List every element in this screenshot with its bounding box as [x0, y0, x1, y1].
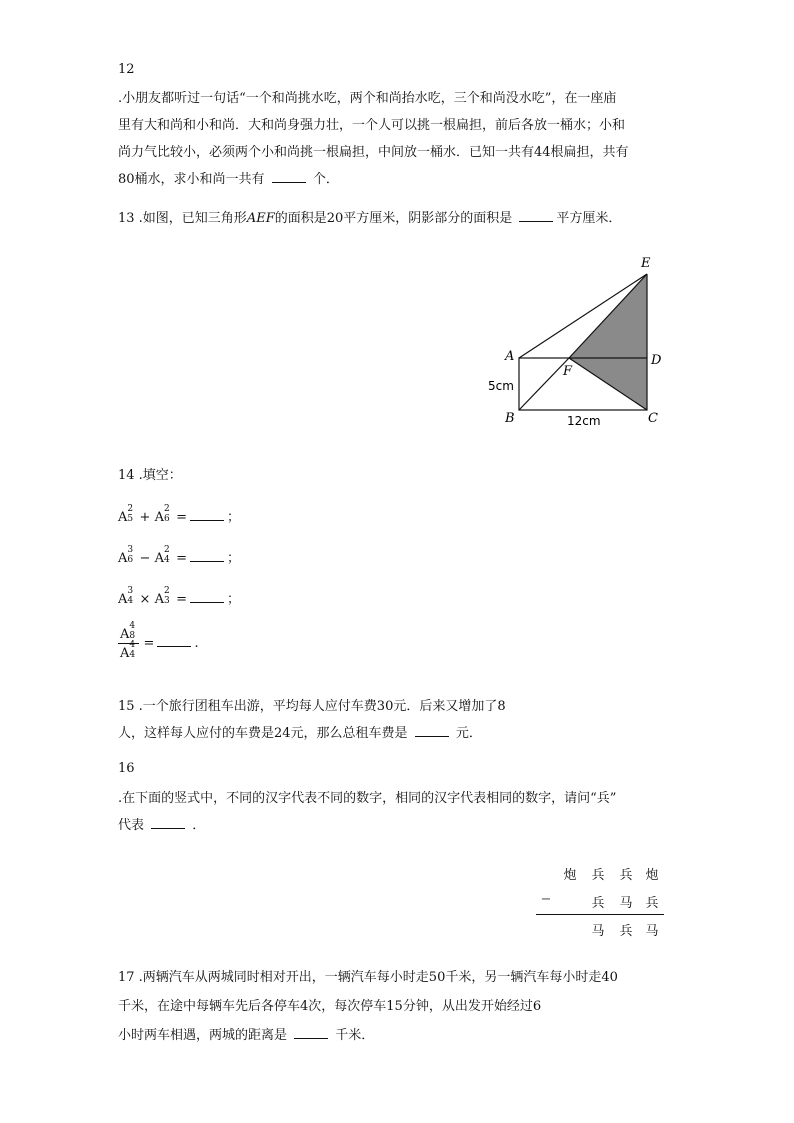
equals: =: [176, 592, 188, 607]
end-mark: .: [194, 636, 199, 651]
operator: ×: [139, 592, 151, 607]
q13-text-c: 平方厘米．: [556, 211, 622, 226]
digit: 兵: [591, 868, 605, 883]
q16-line2: [118, 814, 205, 833]
sup: 2: [163, 545, 170, 555]
minus-sign: −: [540, 892, 552, 907]
q17-line1: 17 .两辆汽车从两城同时相对开出，一辆汽车每小时走50千米，另一辆汽车每小时走40: [118, 970, 618, 985]
q13-text-b: 的面积是20平方厘米，阴影部分的面积是: [274, 211, 513, 226]
operator: +: [139, 510, 151, 525]
line-bf: [519, 358, 569, 410]
q14-expression-2: [118, 547, 240, 566]
difference-row: [536, 920, 666, 938]
sup: 3: [127, 545, 134, 555]
digit: 炮: [645, 868, 659, 883]
q15-answer-blank[interactable]: [415, 725, 449, 737]
label-base-length: 12cm: [567, 414, 601, 428]
q12-line4-text: 80桶水，求小和尚一共有: [118, 172, 265, 187]
q13-question: [118, 207, 621, 226]
subtrahend-row: [536, 892, 666, 910]
label-f: F: [563, 364, 573, 379]
q15-line2-end: 元．: [455, 726, 482, 741]
sup: 4: [129, 621, 136, 631]
q13-answer-blank[interactable]: [519, 210, 553, 222]
denominator: [118, 640, 139, 661]
sub: 6: [127, 555, 134, 565]
perm-symbol: A: [120, 627, 130, 642]
label-e: E: [641, 256, 651, 271]
digit: 兵: [619, 868, 633, 883]
sup: 3: [127, 586, 134, 596]
end-mark: ；: [227, 551, 241, 566]
perm-symbol: A: [154, 592, 164, 607]
perm-symbol: A: [118, 551, 128, 566]
q16-number: 16: [118, 761, 135, 776]
label-b: B: [505, 411, 515, 426]
q12-line4-end: 个．: [312, 172, 339, 187]
q17-line2: 千米，在途中每辆车先后各停车4次，每次停车15分钟，从出发开始经过6: [118, 999, 542, 1014]
q12-line2: 里有大和尚和小和尚．大和尚身强力壮，一个人可以挑一根扁担，前后各放一桶水；小和: [118, 118, 626, 133]
sup: 2: [163, 504, 170, 514]
sub: 6: [163, 514, 170, 524]
q17-line3-text: 小时两车相遇，两城的距离是: [118, 1028, 288, 1043]
subtraction-rule: [536, 914, 664, 915]
q16-line2-end: ．: [192, 818, 206, 833]
equals: =: [176, 510, 188, 525]
q14-expression-1: [118, 506, 240, 525]
q14-blank-4[interactable]: [157, 635, 191, 647]
sub: 8: [129, 631, 136, 641]
label-a: A: [505, 349, 515, 364]
sub: 4: [163, 555, 170, 565]
q12-line1: .小朋友都听过一句话“一个和尚挑水吃，两个和尚抬水吃，三个和尚没水吃”，在一座庙: [118, 91, 617, 106]
operator: −: [139, 551, 151, 566]
digit: 马: [591, 924, 605, 939]
digit: 兵: [645, 896, 659, 911]
q12-number: 12: [118, 62, 135, 77]
q13-var: AEF: [246, 211, 275, 226]
perm-symbol: A: [154, 551, 164, 566]
perm-symbol: A: [118, 510, 128, 525]
digit: 兵: [619, 924, 633, 939]
equals: =: [176, 551, 188, 566]
q16-line1: .在下面的竖式中，不同的汉字代表不同的数字，相同的汉字代表相同的数字，请问“兵”: [118, 791, 617, 806]
sup: 4: [129, 640, 136, 650]
digit: 兵: [591, 896, 605, 911]
sub: 4: [127, 596, 134, 606]
q15-line2-text: 人，这样每人应付的车费是24元，那么总租车费是: [118, 726, 408, 741]
q17-line3: [118, 1024, 374, 1043]
q13-text-a: 13 .如图，已知三角形: [118, 211, 247, 226]
q14-expression-4: [118, 621, 199, 661]
sup: 2: [163, 586, 170, 596]
q14-title: 14 .填空：: [118, 468, 182, 483]
perm-symbol: A: [118, 592, 128, 607]
sub: 3: [163, 596, 170, 606]
q15-line1: 15 .一个旅行团租车出游，平均每人应付车费30元．后来又增加了8: [118, 699, 506, 714]
q16-line2-text: 代表: [118, 818, 145, 833]
label-side-length: 5cm: [488, 379, 514, 393]
label-d: D: [651, 353, 662, 368]
q14-expression-3: [118, 588, 240, 607]
digit: 马: [619, 896, 633, 911]
q14-blank-3[interactable]: [190, 591, 224, 603]
vertical-subtraction: [536, 864, 666, 944]
fraction: [118, 621, 139, 661]
sup: 2: [127, 504, 134, 514]
digit: 炮: [563, 868, 577, 883]
label-c: C: [648, 411, 658, 426]
end-mark: ；: [227, 592, 241, 607]
q14-blank-1[interactable]: [190, 509, 224, 521]
perm-symbol: A: [154, 510, 164, 525]
end-mark: ；: [227, 510, 241, 525]
sub: 5: [127, 514, 134, 524]
q17-line3-end: 千米．: [335, 1028, 375, 1043]
q12-line4: [118, 168, 339, 187]
q16-answer-blank[interactable]: [151, 817, 185, 829]
q13-figure: [480, 250, 680, 435]
sub: 4: [129, 650, 136, 660]
perm-symbol: A: [120, 646, 130, 661]
q12-line3: 尚力气比较小，必须两个小和尚挑一根扁担，中间放一桶水．已知一共有44根扁担，共有: [118, 145, 629, 160]
minuend-row: [536, 864, 666, 882]
q15-line2: [118, 722, 482, 741]
equals: =: [143, 636, 155, 651]
q14-blank-2[interactable]: [190, 550, 224, 562]
q17-answer-blank[interactable]: [294, 1027, 328, 1039]
q12-answer-blank[interactable]: [272, 171, 306, 183]
digit: 马: [645, 924, 659, 939]
